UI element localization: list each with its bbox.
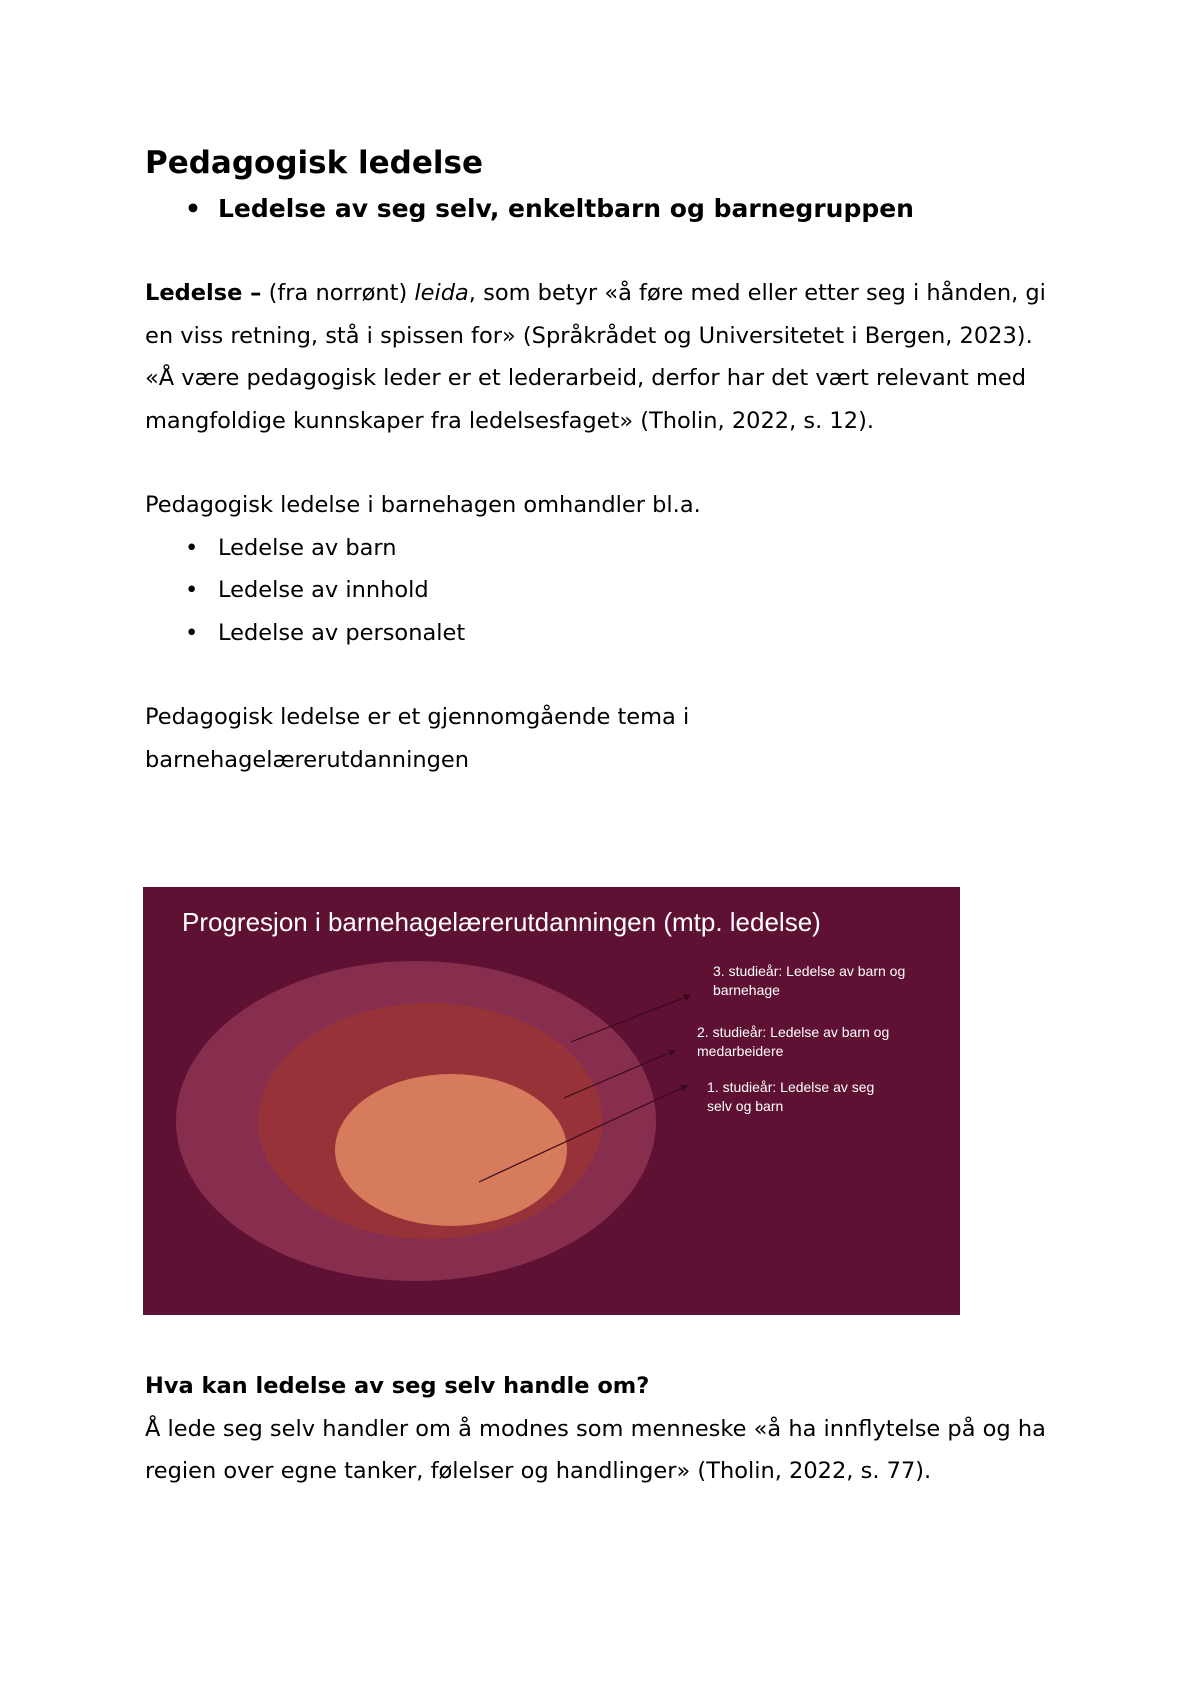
label-year-3-line2: barnehage xyxy=(713,982,780,998)
definition-paragraph xyxy=(145,272,1075,357)
label-year-2-line2: medarbeidere xyxy=(697,1043,784,1059)
label-year-1-line2: selv og barn xyxy=(707,1098,784,1114)
document-body xyxy=(145,138,1075,781)
definition-italic: leida xyxy=(414,280,469,306)
figure-title: Progresjon i barnehagelærerutdanningen (mtp. ledelse) xyxy=(182,907,821,937)
theme-line-2: barnehagelærerutdanningen xyxy=(145,746,469,773)
leadership-list xyxy=(145,527,1075,655)
definition-pre: (fra norrønt) xyxy=(261,280,415,306)
subtitle-item xyxy=(145,188,1075,230)
progression-figure xyxy=(143,887,960,1315)
definition-rest: , som betyr «å føre med eller etter seg i hånden, gi en viss retning, stå i spissen for» (Språkrådet og Universitetet i Bergen, 2023). xyxy=(145,280,1046,349)
bullet-icon: • xyxy=(185,619,199,646)
list-lead: Pedagogisk ledelse i barnehagen omhandler bl.a. xyxy=(145,492,701,518)
quote-paragraph: «Å være pedagogisk leder er et lederarbeid, derfor har det vært relevant med mangfoldige kunnskaper fra ledelsesfaget» (Tholin, 2022, s. 12). xyxy=(145,365,1027,434)
label-year-2-line1: 2. studieår: Ledelse av barn og xyxy=(697,1024,890,1040)
question-section xyxy=(145,1365,1075,1493)
list-item-text: Ledelse av barn xyxy=(218,534,397,561)
answer-paragraph: Å lede seg selv handler om å modnes som menneske «å ha innflytelse på og ha regien over egne tanker, følelser og handlinger» (Tholin, 2022, s. 77). xyxy=(145,1415,1046,1484)
label-year-3-line1: 3. studieår: Ledelse av barn og xyxy=(713,963,906,979)
subtitle-text: Ledelse av seg selv, enkeltbarn og barnegruppen xyxy=(218,194,914,223)
progression-diagram xyxy=(143,887,960,1315)
bullet-icon: • xyxy=(185,534,199,561)
subtitle-list xyxy=(145,188,1075,230)
question-heading: Hva kan ledelse av seg selv handle om? xyxy=(145,1373,650,1399)
bullet-icon: • xyxy=(185,194,201,223)
page-title: Pedagogisk ledelse xyxy=(145,145,483,181)
label-year-1-line1: 1. studieår: Ledelse av seg xyxy=(707,1079,875,1095)
list-item-text: Ledelse av innhold xyxy=(218,577,429,603)
inner-ellipse xyxy=(335,1074,567,1226)
list-item xyxy=(145,527,1075,570)
definition-term: Ledelse – xyxy=(145,280,262,306)
theme-line-1: Pedagogisk ledelse er et gjennomgående tema i xyxy=(145,704,690,730)
list-item xyxy=(145,612,1075,655)
list-item xyxy=(145,569,1075,612)
list-item-text: Ledelse av personalet xyxy=(218,619,466,646)
bullet-icon: • xyxy=(185,577,199,603)
